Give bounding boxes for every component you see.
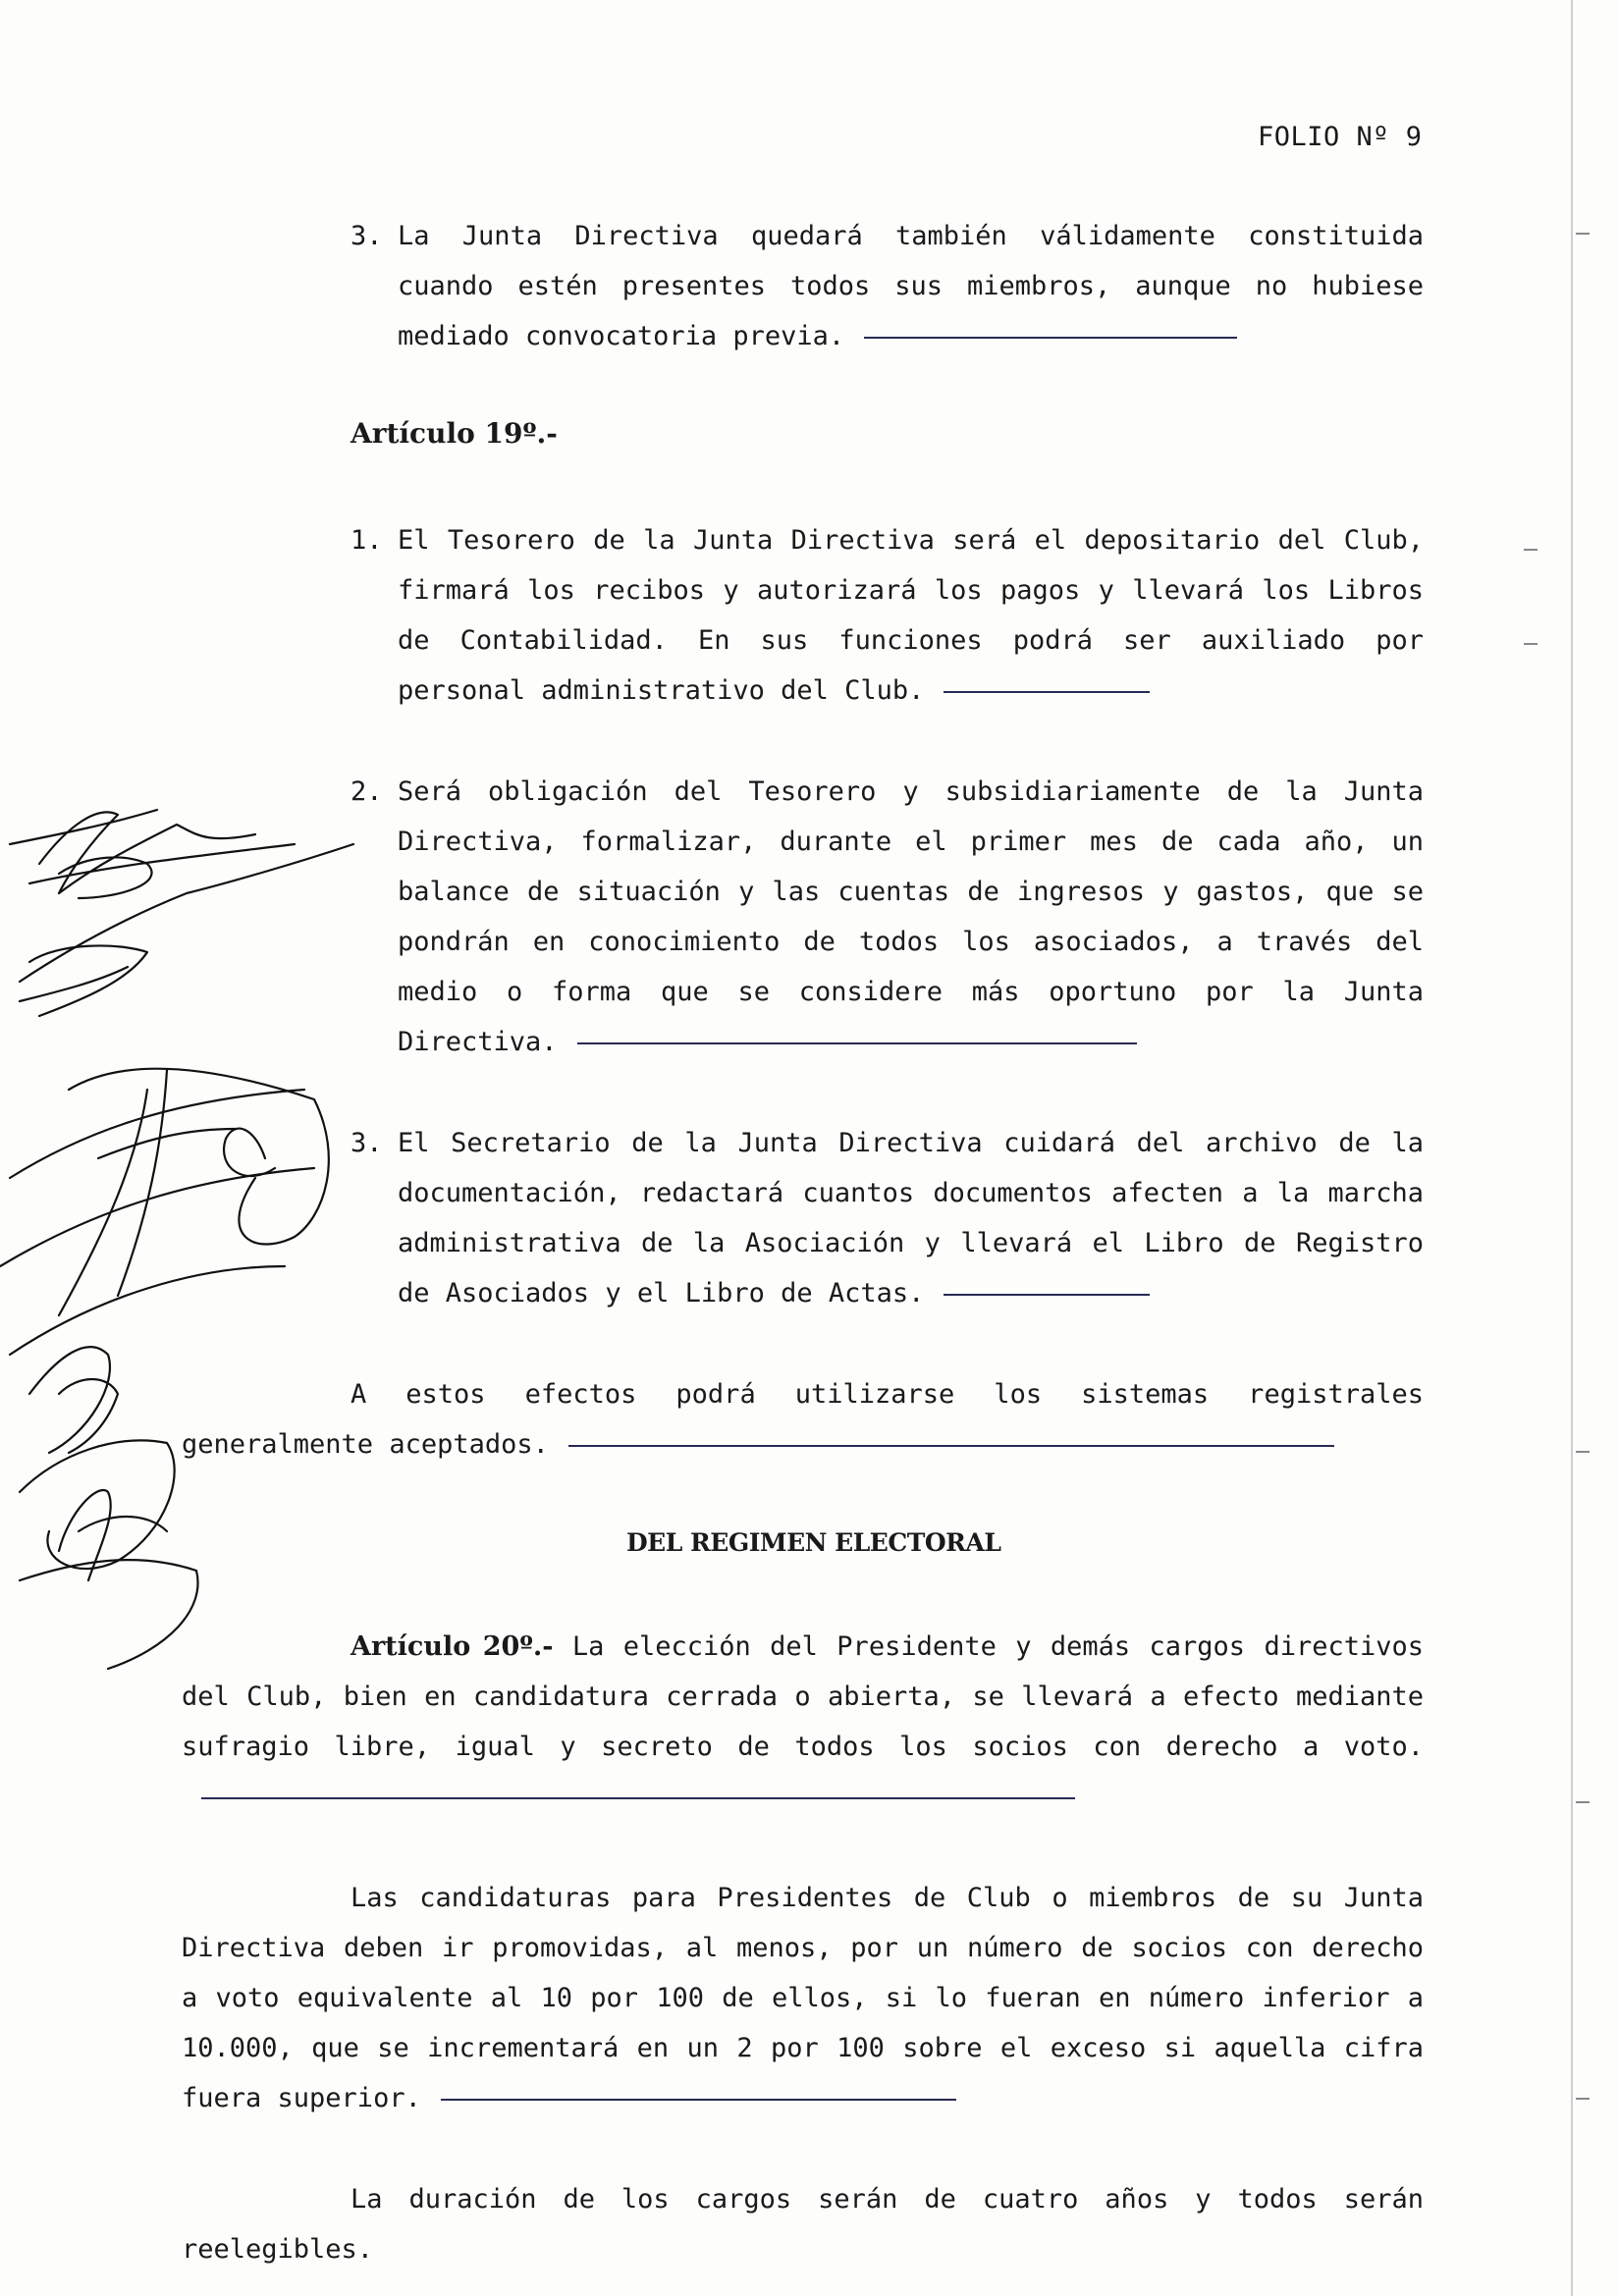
paragraph-item-3-top xyxy=(398,211,1424,361)
fill-line xyxy=(944,691,1150,693)
fill-line xyxy=(944,1294,1150,1296)
item-number: 3. xyxy=(351,1128,383,1158)
signature-stroke xyxy=(0,1090,314,1355)
signature-stroke xyxy=(20,844,353,982)
margin-mark xyxy=(1576,2098,1590,2100)
signature-stroke xyxy=(20,1560,198,1669)
fill-line xyxy=(864,337,1237,339)
item-number: 3. xyxy=(351,221,383,251)
page-edge xyxy=(1571,0,1573,2296)
item-number: 2. xyxy=(351,776,383,807)
article-20-heading: Artículo 20º.- xyxy=(351,1631,554,1662)
paragraph-text: Las candidaturas para Presidentes de Club o miembros de su Junta Directiva deben ir promovidas, al menos, por un número de socios con derecho a voto equivalente al 10 por 100 de ellos, si lo fueran en número inferior a 10.000, que se incrementará en un 2 por 100 sobre el exceso si aquella cifra fuera superior. xyxy=(182,1883,1424,2113)
paragraph-text: La duración de los cargos serán de cuatro años y todos serán reelegibles. xyxy=(182,2184,1424,2265)
folio-number: FOLIO Nº 9 xyxy=(1258,122,1423,152)
signature-stroke xyxy=(10,810,295,893)
fill-line xyxy=(577,1042,1137,1044)
margin-mark xyxy=(1576,1451,1590,1453)
paragraph-article-19-item-2 xyxy=(398,767,1424,1067)
fill-line xyxy=(201,1797,1075,1799)
margin-mark xyxy=(1524,643,1537,645)
paragraph-text: A estos efectos podrá utilizarse los sistemas registrales generalmente aceptados. xyxy=(182,1379,1424,1460)
margin-mark xyxy=(1576,1801,1590,1803)
margin-mark xyxy=(1524,549,1537,551)
paragraph-article-19-item-3 xyxy=(398,1118,1424,1318)
fill-line xyxy=(441,2099,956,2101)
margin-mark xyxy=(1576,233,1590,235)
paragraph-text: El Tesorero de la Junta Directiva será el depositario del Club, firmará los recibos y autorizará los pagos y llevará los Libros de Contabilidad. En sus funciones podrá ser auxiliado por personal administrativo del Club. xyxy=(398,525,1424,706)
paragraph-candidaturas xyxy=(182,1873,1424,2123)
signature-stroke xyxy=(224,1129,275,1176)
signature-stroke xyxy=(20,945,147,1016)
paragraph-duracion xyxy=(182,2174,1424,2274)
signature-stroke xyxy=(20,1440,175,1569)
paragraph-text: La Junta Directiva quedará también válidamente constituida cuando estén presentes todos sus miembros, aunque no hubiese mediado convocatoria previa. xyxy=(398,221,1424,351)
paragraph-text: El Secretario de la Junta Directiva cuidará del archivo de la documentación, redactará cuantos documentos afecten a la marcha administrativa de la Asociación y llevará el Libro de Registro de Asociados y el Libro de Actas. xyxy=(398,1128,1424,1308)
fill-line xyxy=(568,1445,1334,1447)
paragraph-article-19-item-1 xyxy=(398,515,1424,716)
paragraph-text: Será obligación del Tesorero y subsidiariamente de la Junta Directiva, formalizar, durante el primer mes de cada año, un balance de situación y las cuentas de ingresos y gastos, que se pondrán en conocimiento de todos los asociados, a través del medio o forma que se considere más oportuno por la Junta Directiva. xyxy=(398,776,1424,1057)
article-19-heading: Artículo 19º.- xyxy=(351,417,558,450)
item-number: 1. xyxy=(351,525,383,556)
margin-signatures xyxy=(0,805,393,1688)
signature-stroke xyxy=(29,1347,118,1453)
signature-stroke xyxy=(59,1070,236,1315)
section-title: DEL REGIMEN ELECTORAL xyxy=(626,1528,1001,1557)
paragraph-text: La elección del Presidente y demás cargos directivos del Club, bien en candidatura cerrada o abierta, se llevará a efecto mediante sufragio libre, igual y secreto de todos los socios con derecho a voto. xyxy=(182,1631,1424,1762)
